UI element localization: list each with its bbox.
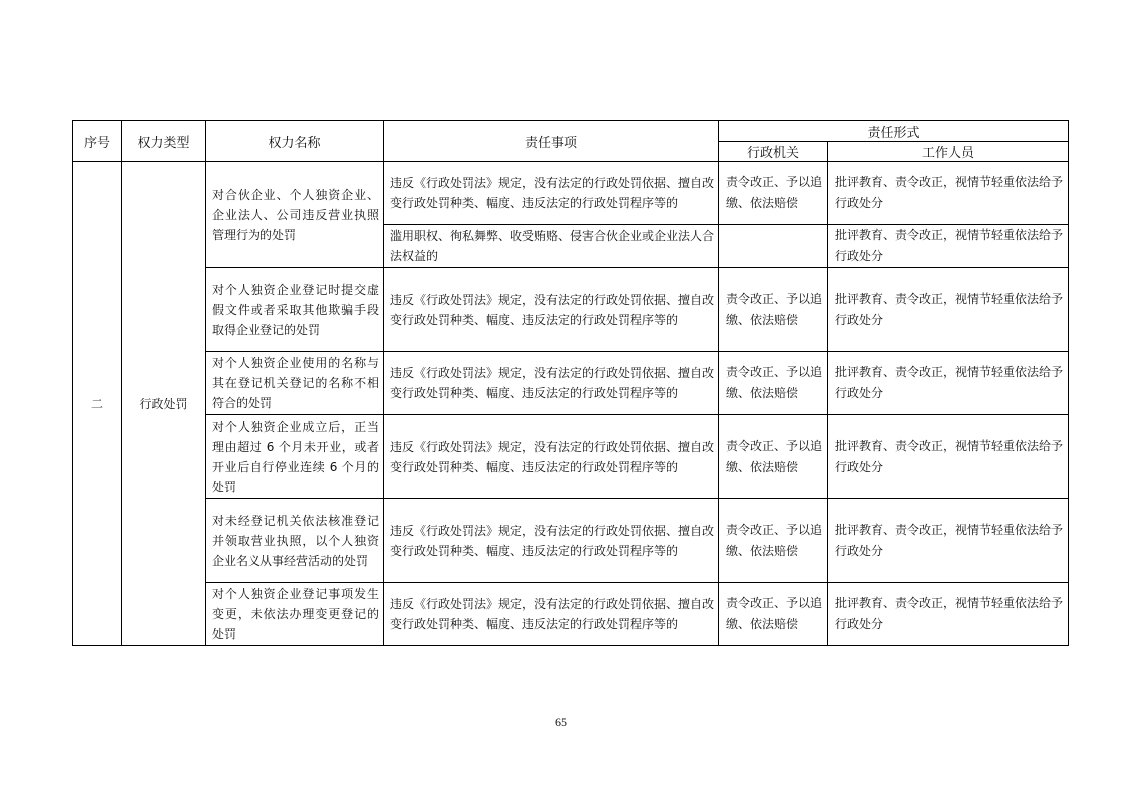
responsibility-item-cell: 违反《行政处罚法》规定，没有法定的行政处罚依据、擅自改变行政处罚种类、幅度、违反法定的行政处罚程序等的 (384, 268, 719, 352)
power-name-cell: 对合伙企业、个人独资企业、企业法人、公司违反营业执照管理行为的处罚 (206, 162, 384, 268)
header-power-type: 权力类型 (122, 121, 206, 162)
header-responsibility-items: 责任事项 (384, 121, 719, 162)
admin-organ-cell: 责令改正、予以追缴、依法赔偿 (719, 415, 828, 499)
table-row (73, 499, 1069, 583)
staff-cell: 批评教育、责令改正，视情节轻重依法给予行政处分 (828, 268, 1069, 352)
page-number: 65 (555, 715, 567, 729)
header-admin-organ: 行政机关 (719, 142, 828, 162)
admin-organ-cell: 责令改正、予以追缴、依法赔偿 (719, 352, 828, 415)
power-name-cell: 对个人独资企业登记事项发生变更，未依法办理变更登记的处罚 (206, 583, 384, 646)
staff-cell: 批评教育、责令改正，视情节轻重依法给予行政处分 (828, 352, 1069, 415)
table-row (73, 583, 1069, 646)
staff-cell: 批评教育、责令改正，视情节轻重依法给予行政处分 (828, 583, 1069, 646)
staff-cell: 批评教育、责令改正，视情节轻重依法给予行政处分 (828, 415, 1069, 499)
responsibility-table (72, 120, 1069, 646)
power-name-cell: 对个人独资企业成立后，正当理由超过 6 个月未开业，或者开业后自行停业连续 6 个月的处罚 (206, 415, 384, 499)
responsibility-item-cell: 违反《行政处罚法》规定，没有法定的行政处罚依据、擅自改变行政处罚种类、幅度、违反法定的行政处罚程序等的 (384, 499, 719, 583)
responsibility-item-cell: 违反《行政处罚法》规定，没有法定的行政处罚依据、擅自改变行政处罚种类、幅度、违反法定的行政处罚程序等的 (384, 352, 719, 415)
power-name-cell: 对未经登记机关依法核准登记并领取营业执照，以个人独资企业名义从事经营活动的处罚 (206, 499, 384, 583)
admin-organ-cell: 责令改正、予以追缴、依法赔偿 (719, 583, 828, 646)
header-power-name: 权力名称 (206, 121, 384, 162)
header-index: 序号 (73, 121, 122, 162)
admin-organ-cell (719, 225, 828, 268)
admin-organ-cell: 责令改正、予以追缴、依法赔偿 (719, 268, 828, 352)
responsibility-item-cell: 违反《行政处罚法》规定，没有法定的行政处罚依据、擅自改变行政处罚种类、幅度、违反法定的行政处罚程序等的 (384, 583, 719, 646)
group-index: 二 (73, 162, 122, 646)
responsibility-item-cell: 滥用职权、徇私舞弊、收受贿赂、侵害合伙企业或企业法人合法权益的 (384, 225, 719, 268)
responsibility-item-cell: 违反《行政处罚法》规定，没有法定的行政处罚依据、擅自改变行政处罚种类、幅度、违反法定的行政处罚程序等的 (384, 415, 719, 499)
power-name-cell: 对个人独资企业使用的名称与其在登记机关登记的名称不相符合的处罚 (206, 352, 384, 415)
staff-cell: 批评教育、责令改正，视情节轻重依法给予行政处分 (828, 499, 1069, 583)
responsibility-item-cell: 违反《行政处罚法》规定，没有法定的行政处罚依据、擅自改变行政处罚种类、幅度、违反法定的行政处罚程序等的 (384, 162, 719, 225)
table-row (73, 415, 1069, 499)
header-staff: 工作人员 (828, 142, 1069, 162)
table-row (73, 268, 1069, 352)
admin-organ-cell: 责令改正、予以追缴、依法赔偿 (719, 162, 828, 225)
group-power-type: 行政处罚 (122, 162, 206, 646)
table-row (73, 162, 1069, 225)
power-name-cell: 对个人独资企业登记时提交虚假文件或者采取其他欺骗手段取得企业登记的处罚 (206, 268, 384, 352)
table-row (73, 352, 1069, 415)
admin-organ-cell: 责令改正、予以追缴、依法赔偿 (719, 499, 828, 583)
staff-cell: 批评教育、责令改正，视情节轻重依法给予行政处分 (828, 225, 1069, 268)
header-responsibility-form: 责任形式 (719, 121, 1069, 142)
staff-cell: 批评教育、责令改正，视情节轻重依法给予行政处分 (828, 162, 1069, 225)
